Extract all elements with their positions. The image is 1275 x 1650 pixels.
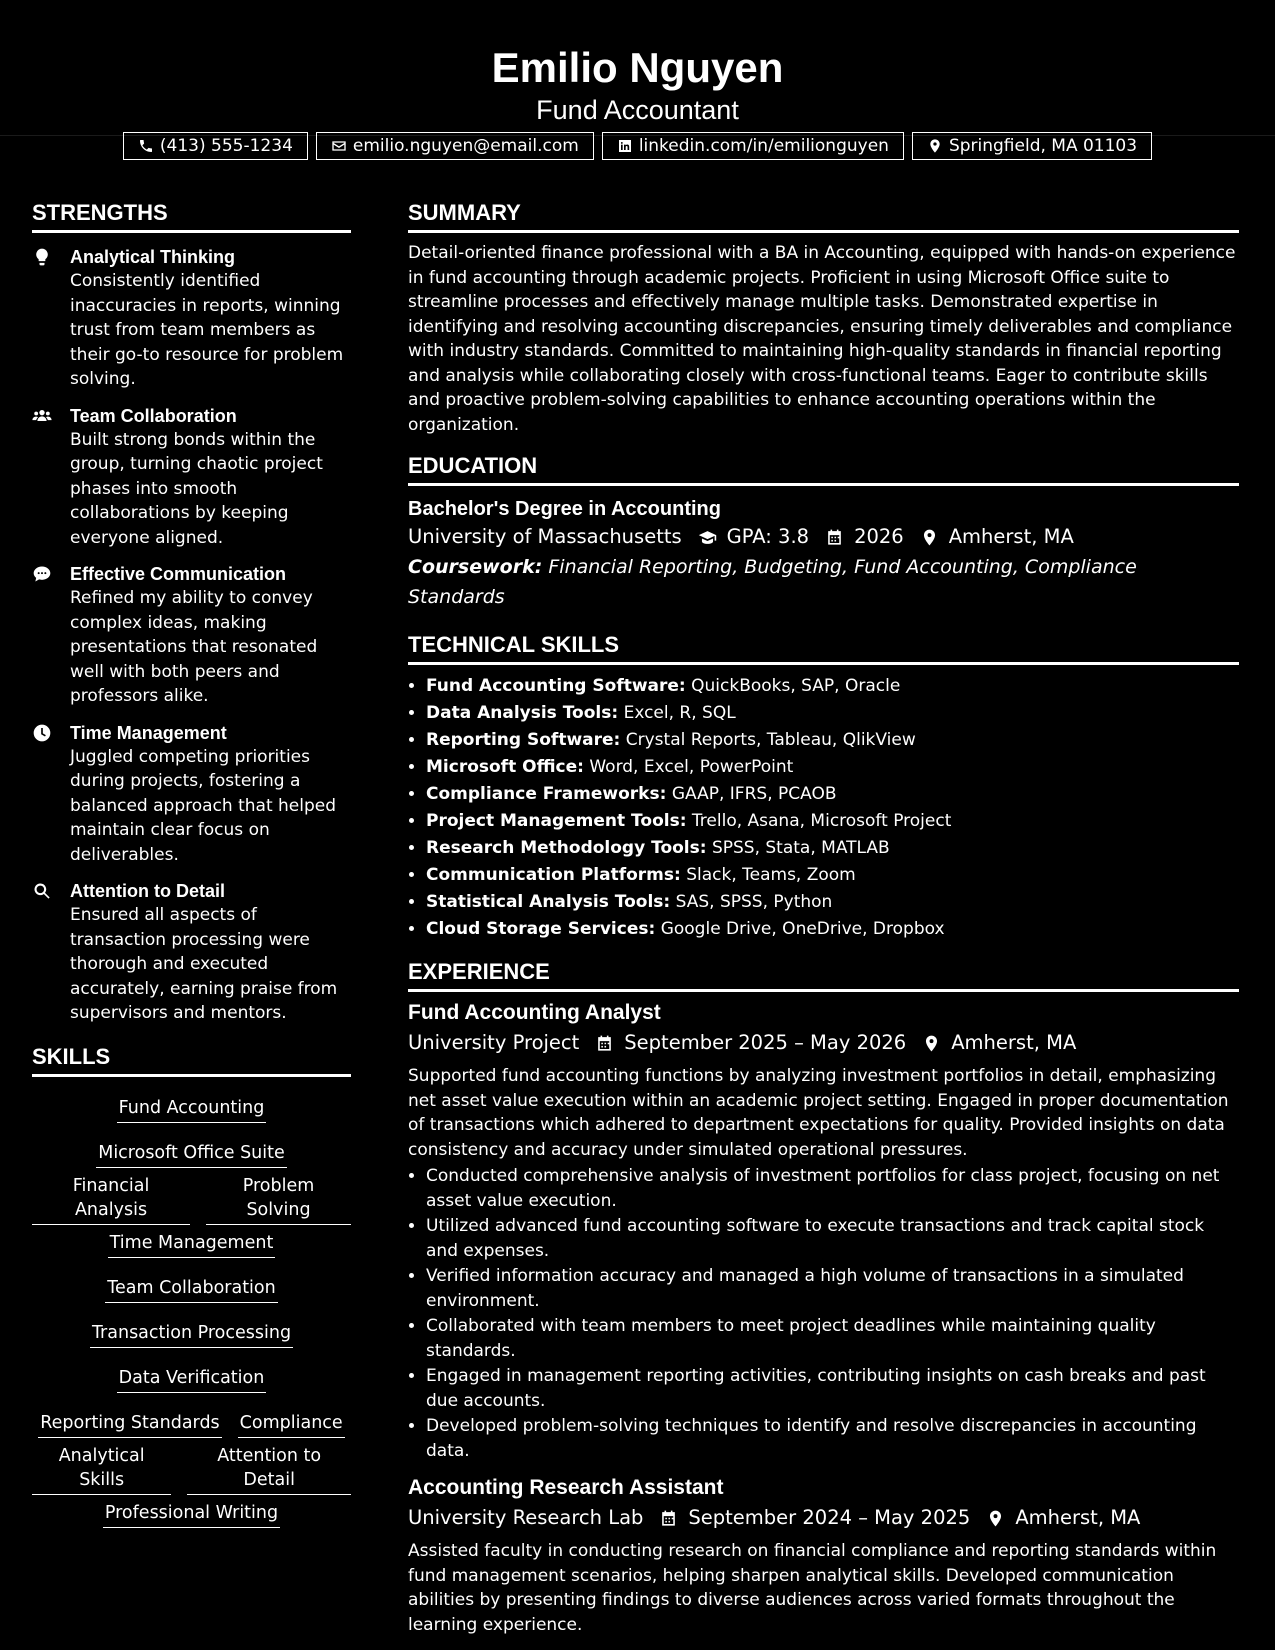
contact-linkedin[interactable] bbox=[602, 132, 904, 160]
list-item bbox=[426, 889, 1239, 916]
resume-header bbox=[0, 0, 1275, 156]
calendar-icon bbox=[595, 1034, 614, 1053]
strengths-title: STRENGTHS bbox=[32, 198, 351, 233]
tech-skill-label: Fund Accounting Software: bbox=[426, 676, 686, 696]
job-org: University Research Lab bbox=[408, 1506, 644, 1529]
coursework bbox=[408, 552, 1239, 612]
calendar-icon bbox=[825, 528, 844, 547]
map-marker-icon bbox=[922, 1034, 941, 1053]
list-item bbox=[426, 835, 1239, 862]
list-item: • Collaborated with team members to meet project deadlines while maintaining quality standards. bbox=[426, 1314, 1239, 1363]
strength-name: Effective Communication bbox=[70, 564, 287, 584]
right-column bbox=[408, 198, 1239, 1639]
list-item bbox=[426, 862, 1239, 889]
job-org: University Project bbox=[408, 1031, 580, 1054]
tech-skill-value: Crystal Reports, Tableau, QlikView bbox=[625, 730, 916, 750]
job-bullets bbox=[408, 1164, 1239, 1463]
job-description: Supported fund accounting functions by analyzing investment portfolios in detail, emphasizing net asset value execution within an academic project setting. Engaged in proper documentation of transactions which adhered to department expectations for quality. Provided insights on data consistency and accuracy under simulated operational pressures. bbox=[408, 1066, 1229, 1160]
contact-location[interactable] bbox=[912, 132, 1152, 160]
list-item bbox=[426, 700, 1239, 727]
list-item bbox=[426, 781, 1239, 808]
experience-title: EXPERIENCE bbox=[408, 957, 1239, 992]
job-title: Accounting Research Assistant bbox=[408, 1476, 724, 1499]
job-entry bbox=[408, 1473, 1239, 1637]
strength-desc: Ensured all aspects of transaction processing were thorough and executed accurately, earning praise from supervisors and mentors. bbox=[70, 905, 338, 1023]
summary-text: Detail-oriented finance professional with a BA in Accounting, equipped with hands-on experience in fund accounting through academic projects. Proficient in using Microsoft Office suite to streamline processes and effectively manage multiple tasks. Demonstrated expertise in identifying and resolving accounting discrepancies, ensuring timely deliverables and compliance with industry standards. Committed to maintaining high-quality standards in financial reporting and analysis while collaborating closely with cross-functional teams. Eager to contribute skills and proactive problem-solving capabilities to enhance accounting operations within the organization. bbox=[408, 243, 1236, 435]
tech-skill-label: Statistical Analysis Tools: bbox=[426, 892, 671, 912]
list-item bbox=[426, 754, 1239, 781]
envelope-icon bbox=[331, 138, 347, 154]
list-item bbox=[426, 673, 1239, 700]
skill-tag: Time Management bbox=[108, 1231, 276, 1258]
linkedin-icon bbox=[617, 138, 633, 154]
skill-tag: Compliance bbox=[238, 1411, 345, 1438]
summary-title: SUMMARY bbox=[408, 198, 1239, 233]
tech-skill-value: Trello, Asana, Microsoft Project bbox=[691, 811, 952, 831]
tech-skill-label: Microsoft Office: bbox=[426, 757, 584, 777]
strength-item bbox=[32, 562, 351, 709]
skill-tag: Analytical Skills bbox=[32, 1444, 171, 1495]
tech-skill-value: Excel, R, SQL bbox=[623, 703, 736, 723]
skill-tag: Problem Solving bbox=[206, 1174, 351, 1225]
job-dates: September 2025 – May 2026 bbox=[624, 1031, 907, 1054]
tech-skill-label: Cloud Storage Services: bbox=[426, 919, 656, 939]
strength-desc: Refined my ability to convey complex ideas, making presentations that resonated well with both peers and professors alike. bbox=[70, 588, 318, 706]
clock-icon bbox=[32, 723, 52, 743]
skills-title: SKILLS bbox=[32, 1042, 351, 1077]
phone-icon bbox=[138, 138, 154, 154]
education-meta bbox=[408, 522, 1239, 552]
school-location: Amherst, MA bbox=[948, 525, 1074, 548]
graduation-year: 2026 bbox=[854, 525, 904, 548]
candidate-title: Fund Accountant bbox=[536, 95, 739, 125]
tech-skill-value: SPSS, Stata, MATLAB bbox=[711, 838, 890, 858]
contact-phone[interactable] bbox=[123, 132, 308, 160]
left-column bbox=[32, 198, 351, 1537]
skill-tag: Reporting Standards bbox=[38, 1411, 221, 1438]
skill-tag: Microsoft Office Suite bbox=[96, 1141, 287, 1168]
users-icon bbox=[32, 406, 52, 426]
tech-skill-value: Slack, Teams, Zoom bbox=[686, 865, 856, 885]
skill-tag: Fund Accounting bbox=[117, 1096, 267, 1123]
contact-email[interactable] bbox=[316, 132, 594, 160]
job-meta bbox=[408, 1503, 1239, 1533]
candidate-name: Emilio Nguyen bbox=[491, 44, 784, 91]
list-item: • Utilized advanced fund accounting software to execute transactions and track capital stock and expenses. bbox=[426, 1214, 1239, 1263]
strength-item bbox=[32, 245, 351, 392]
strength-name: Attention to Detail bbox=[70, 881, 225, 901]
technical-skills-title: TECHNICAL SKILLS bbox=[408, 630, 1239, 665]
list-item: • Verified information accuracy and managed a high volume of transactions in a simulated environment. bbox=[426, 1264, 1239, 1313]
skill-tag: Transaction Processing bbox=[90, 1321, 293, 1348]
tech-skill-label: Communication Platforms: bbox=[426, 865, 681, 885]
strength-desc: Consistently identified inaccuracies in reports, winning trust from team members as their go-to resource for problem solving. bbox=[70, 271, 344, 389]
list-item bbox=[426, 808, 1239, 835]
strength-item bbox=[32, 879, 351, 1026]
technical-skills-list bbox=[408, 673, 1239, 943]
map-marker-icon bbox=[986, 1509, 1005, 1528]
skill-tag: Professional Writing bbox=[103, 1501, 280, 1528]
job-location: Amherst, MA bbox=[951, 1031, 1077, 1054]
comment-icon bbox=[32, 564, 52, 584]
degree-name: Bachelor's Degree in Accounting bbox=[408, 498, 721, 520]
tech-skill-value: SAS, SPSS, Python bbox=[675, 892, 833, 912]
lightbulb-icon bbox=[32, 247, 52, 267]
list-item: • Conducted comprehensive analysis of investment portfolios for class project, focusing on net asset value execution. bbox=[426, 1164, 1239, 1213]
tech-skill-label: Compliance Frameworks: bbox=[426, 784, 667, 804]
tech-skill-label: Data Analysis Tools: bbox=[426, 703, 619, 723]
contact-bar bbox=[0, 132, 1275, 160]
job-dates: September 2024 – May 2025 bbox=[688, 1506, 971, 1529]
linkedin-text: linkedin.com/in/emilionguyen bbox=[638, 136, 889, 156]
strength-desc: Juggled competing priorities during projects, fostering a balanced approach that helped maintain clear focus on deliverables. bbox=[70, 746, 337, 865]
job-location: Amherst, MA bbox=[1015, 1506, 1141, 1529]
location-text: Springfield, MA 01103 bbox=[948, 136, 1138, 156]
school-name: University of Massachusetts bbox=[408, 525, 682, 548]
email-text: emilio.nguyen@email.com bbox=[352, 136, 579, 156]
job-entry bbox=[408, 998, 1239, 1463]
tech-skill-label: Reporting Software: bbox=[426, 730, 621, 750]
list-item bbox=[426, 727, 1239, 754]
skill-tag: Data Verification bbox=[117, 1366, 267, 1393]
strength-name: Team Collaboration bbox=[70, 405, 237, 426]
list-item: • Developed problem-solving techniques to identify and resolve discrepancies in accounting data. bbox=[426, 1414, 1239, 1463]
map-marker-icon bbox=[920, 528, 939, 547]
map-marker-icon bbox=[927, 138, 943, 154]
tech-skill-value: GAAP, IFRS, PCAOB bbox=[671, 784, 837, 804]
gpa-text: GPA: 3.8 bbox=[726, 525, 810, 548]
strength-item bbox=[32, 721, 351, 868]
tech-skill-value: Word, Excel, PowerPoint bbox=[589, 757, 794, 777]
strengths-list bbox=[32, 245, 351, 1026]
tech-skill-label: Project Management Tools: bbox=[426, 811, 687, 831]
search-icon bbox=[32, 881, 52, 901]
list-item bbox=[426, 916, 1239, 943]
list-item: • Engaged in management reporting activities, contributing insights on cash breaks and past due accounts. bbox=[426, 1364, 1239, 1413]
strength-item bbox=[32, 404, 351, 551]
strength-desc: Built strong bonds within the group, turning chaotic project phases into smooth collaborations by keeping everyone aligned. bbox=[70, 429, 323, 548]
skill-tag: Attention to Detail bbox=[187, 1444, 351, 1495]
strength-name: Analytical Thinking bbox=[70, 247, 236, 267]
tech-skill-value: QuickBooks, SAP, Oracle bbox=[691, 676, 901, 696]
graduation-cap-icon bbox=[698, 528, 717, 547]
coursework-text: Financial Reporting, Budgeting, Fund Accounting, Compliance Standards bbox=[408, 556, 1137, 608]
skill-tags bbox=[32, 1087, 351, 1537]
education-title: EDUCATION bbox=[408, 451, 1239, 486]
tech-skill-label: Research Methodology Tools: bbox=[426, 838, 707, 858]
calendar-icon bbox=[659, 1509, 678, 1528]
skill-tag: Financial Analysis bbox=[32, 1174, 190, 1225]
job-title: Fund Accounting Analyst bbox=[408, 1001, 661, 1024]
job-description: Assisted faculty in conducting research on financial compliance and reporting standards within fund management scenarios, helping sharpen analytical skills. Developed communication abilities by presenting findings to diverse audiences across varied formats throughout the learning experience. bbox=[408, 1541, 1217, 1635]
job-meta bbox=[408, 1028, 1239, 1058]
tech-skill-value: Google Drive, OneDrive, Dropbox bbox=[660, 919, 945, 939]
strength-name: Time Management bbox=[70, 722, 227, 743]
coursework-label: Coursework: bbox=[408, 556, 543, 578]
skill-tag: Team Collaboration bbox=[105, 1276, 277, 1303]
phone-text: (413) 555-1234 bbox=[159, 136, 293, 156]
